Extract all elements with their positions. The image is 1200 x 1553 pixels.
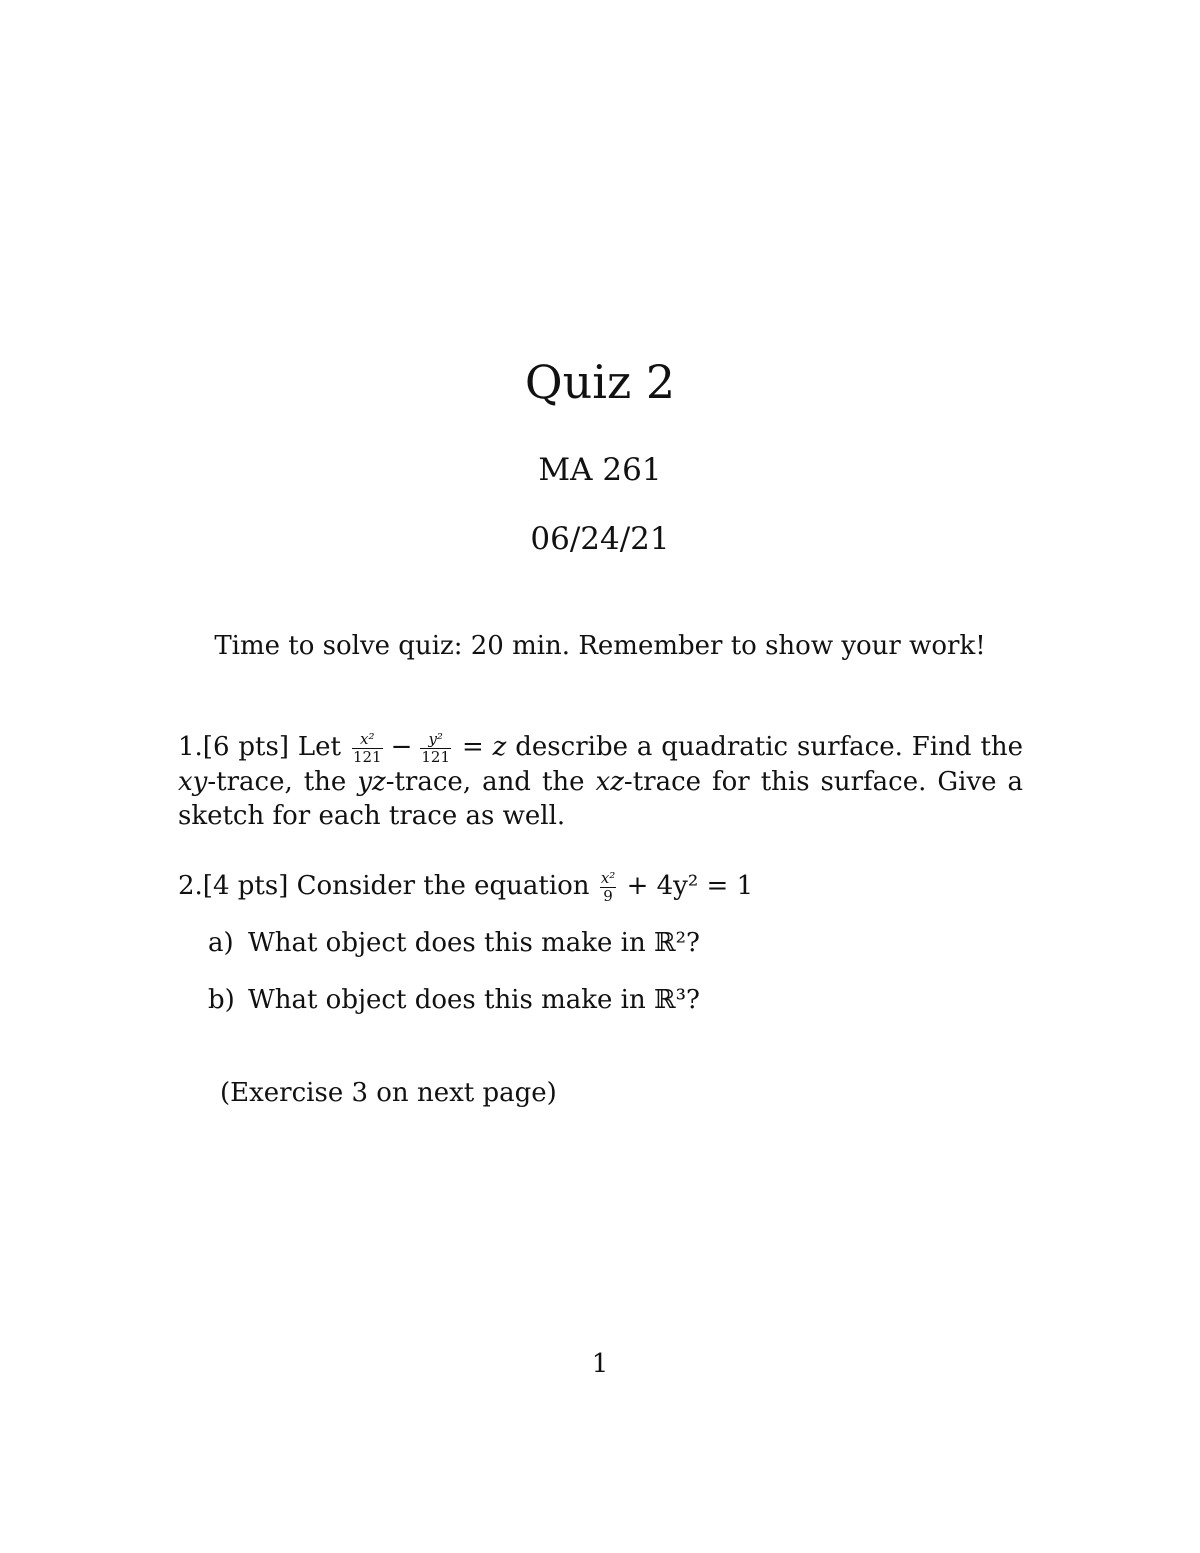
part-b-text: What object does this make in ℝ³? xyxy=(248,985,700,1015)
question-2-equation-rest: + 4y² = 1 xyxy=(626,871,754,901)
quiz-date: 06/24/21 xyxy=(530,521,670,557)
xz-symbol: xz xyxy=(595,766,624,797)
fraction-y-squared-over-121: $\frac{\text{y²}}{121}$ xyxy=(421,729,451,766)
part-a-text: What object does this make in ℝ²? xyxy=(248,928,700,958)
next-page-note: (Exercise 3 on next page) xyxy=(220,1078,557,1108)
question-2-part-b xyxy=(208,982,700,1018)
quiz-instructions: Time to solve quiz: 20 min. Remember to show your work! xyxy=(214,631,986,661)
question-1-text-c: -trace, and the xyxy=(385,766,585,797)
question-1-text-b: -trace, the xyxy=(207,766,347,797)
part-a-label: a) xyxy=(208,928,234,958)
course-name: MA 261 xyxy=(538,452,662,488)
question-2 xyxy=(178,866,1023,906)
page-title: Quiz 2 xyxy=(524,355,676,409)
question-1 xyxy=(178,730,1023,833)
question-1-text-a: describe a quadratic surface. Find the xyxy=(515,732,1024,762)
question-2-label: 2.[4 pts] Consider the equation xyxy=(178,871,590,901)
page-number: 1 xyxy=(591,1349,609,1379)
fraction-x-squared-over-121: $\frac{\text{x²}}{121}$ xyxy=(352,729,382,766)
question-1-text-d: -trace for this surface. Give a sketch for each trace as well. xyxy=(178,766,1024,831)
yz-symbol: yz xyxy=(357,766,386,797)
question-1-label: 1.[6 pts] Let xyxy=(178,732,342,762)
question-2-part-a xyxy=(208,925,700,961)
fraction-x-squared-over-9: $\frac{\text{x²}}{9}$ xyxy=(600,868,616,905)
minus-sign: − xyxy=(390,732,413,762)
equals-z: = z xyxy=(461,732,507,762)
xy-symbol: xy xyxy=(178,766,208,797)
part-b-label: b) xyxy=(208,985,235,1015)
